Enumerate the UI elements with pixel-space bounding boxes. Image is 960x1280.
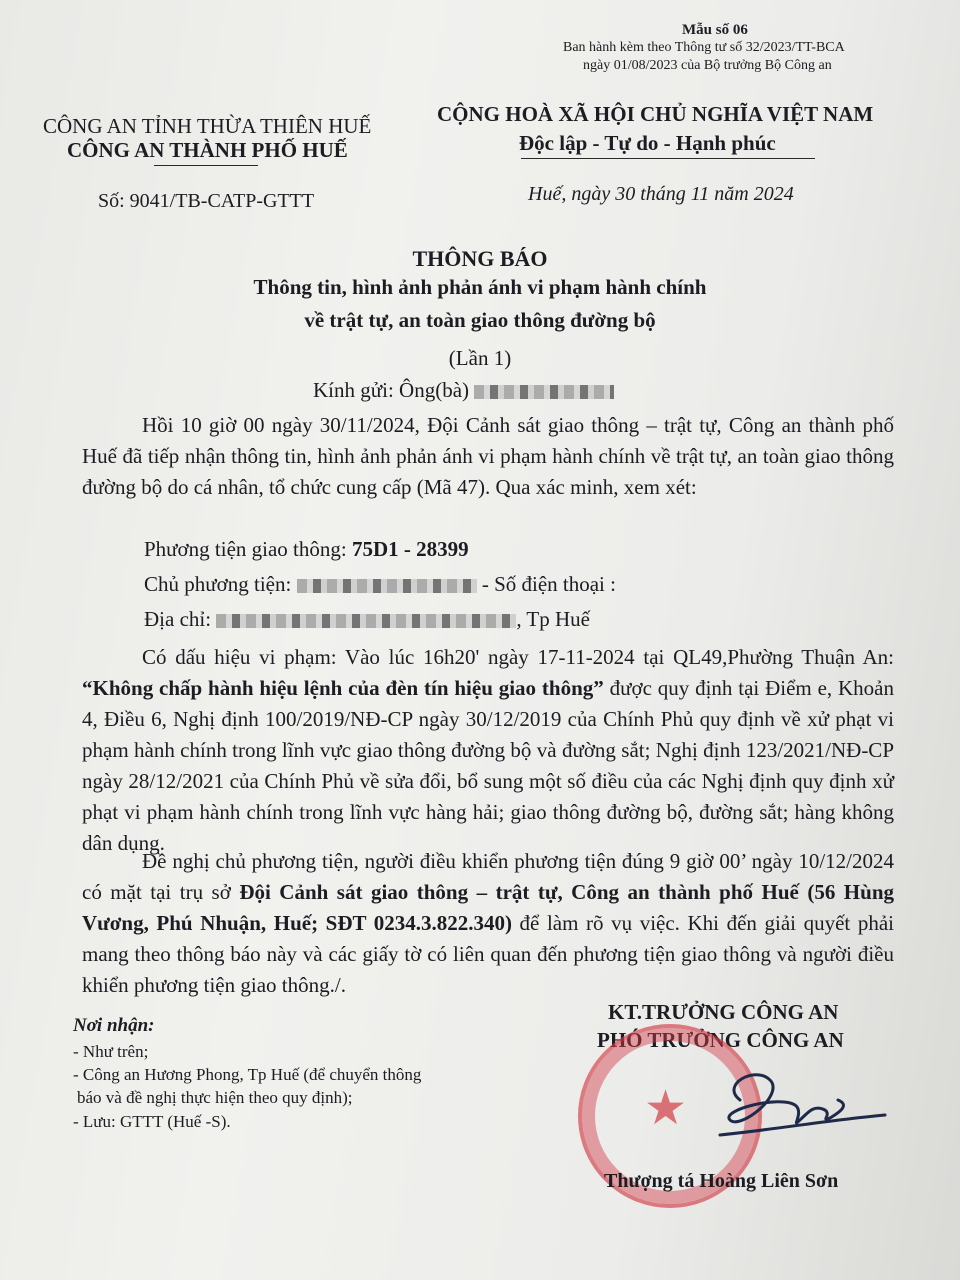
national-motto: Độc lập - Tự do - Hạnh phúc [519,131,776,155]
agency-underline [154,165,258,166]
document-number: Số: 9041/TB-CATP-GTTT [98,190,315,212]
form-issued-line2: ngày 01/08/2023 của Bộ trưởng Bộ Công an [583,58,832,73]
address-line [144,607,590,632]
form-code: Mẫu số 06 [682,22,748,38]
recipient-item-2a: - Công an Hương Phong, Tp Huế (để chuyển thông [73,1065,422,1084]
signer-name: Thượng tá Hoàng Liên Sơn [604,1170,839,1192]
address-suffix: , Tp Huế [516,607,590,631]
signature-title-1: KT.TRƯỞNG CÔNG AN [608,1000,839,1024]
paragraph-violation [82,642,894,859]
redacted-name [474,385,614,399]
address-label: Địa chỉ: [144,607,212,631]
country-name: CỘNG HOÀ XÃ HỘI CHỦ NGHĨA VIỆT NAM [437,102,874,126]
agency-parent: CÔNG AN TỈNH THỪA THIÊN HUẾ [43,114,372,138]
recipient-label: Kính gửi: Ông(bà) [313,378,470,402]
recipient-item-2b: báo và đề nghị thực hiện theo quy định); [77,1088,353,1107]
paragraph-request [82,846,894,1001]
document-subtitle-2: về trật tự, an toàn giao thông đường bộ [304,308,656,332]
violation-intro: Có dấu hiệu vi phạm: Vào lúc 16h20' ngày 17-11-2024 tại QL49,Phường Thuận An: [142,645,894,669]
vehicle-line [144,537,469,562]
paragraph-1-text: Hồi 10 giờ 00 ngày 30/11/2024, Đội Cảnh sát giao thông – trật tự, Công an thành phố Huế đã tiếp nhận thông tin, hình ảnh phản ánh vi phạm hành chính về trật tự, an toàn giao thông đường bộ do cá nhân, tổ chức cung cấp (Mã 47). Qua xác minh, xem xét: [82,413,894,499]
redacted-owner [297,579,477,593]
vehicle-plate: 75D1 - 28399 [351,537,469,561]
motto-underline [521,158,815,159]
document-date: Huế, ngày 30 tháng 11 năm 2024 [528,183,794,205]
handwritten-signature [700,1060,890,1150]
redacted-address [216,614,516,628]
vehicle-label: Phương tiện giao thông: [144,537,352,561]
request-office: Đội Cảnh sát giao thông – trật tự, Công an thành phố Huế (56 Hùng Vương, Phú Nhuận, Huế; SĐT 0234.3.822.340) [82,880,894,935]
notice-round: (Lần 1) [448,346,512,370]
document-title: THÔNG BÁO [412,246,548,271]
recipient-line [313,378,614,403]
phone-label: - Số điện thoại : [481,572,616,596]
recipient-item-1: - Như trên; [73,1042,149,1061]
document-subtitle-1: Thông tin, hình ảnh phản ánh vi phạm hành chính [253,275,707,299]
request-instructions: để làm rõ vụ việc. Khi đến giải quyết phải mang theo thông báo này và các giấy tờ có liên quan đến phương tiện giao thông và người điều khiển phương tiện giao thông./. [82,911,894,997]
paragraph-received [82,410,894,503]
owner-label: Chủ phương tiện: [144,572,292,596]
violation-description: “Không chấp hành hiệu lệnh của đèn tín hiệu giao thông” [82,676,604,700]
owner-line [144,572,616,597]
violation-legal-basis: được quy định tại Điểm e, Khoản 4, Điều 6, Nghị định 100/2019/NĐ-CP ngày 30/12/2019 của Chính Phủ quy định về xử phạt vi phạm hành chính trong lĩnh vực giao thông đường bộ và đường sắt; Nghị định 123/2021/NĐ-CP ngày 28/12/2021 của Chính Phủ về sửa đổi, bổ sung một số điều của các Nghị định quy định xử phạt vi phạm hành chính trong lĩnh vực hàng hải; giao thông đường bộ, đường sắt; hàng không dân dụng. [82,676,894,855]
signature-title-2: PHÓ TRƯỞNG CÔNG AN [597,1028,844,1052]
form-issued-line1: Ban hành kèm theo Thông tư số 32/2023/TT-BCA [563,40,845,55]
recipient-item-3: - Lưu: GTTT (Huế -S). [73,1112,231,1131]
request-intro: Đề nghị chủ phương tiện, người điều khiển phương tiện đúng 9 giờ 00’ ngày 10/12/2024 có mặt tại trụ sở [82,849,894,904]
seal-star-icon: ★ [644,1082,688,1135]
agency-name: CÔNG AN THÀNH PHỐ HUẾ [67,138,348,162]
recipients-title: Nơi nhận: [73,1015,155,1036]
